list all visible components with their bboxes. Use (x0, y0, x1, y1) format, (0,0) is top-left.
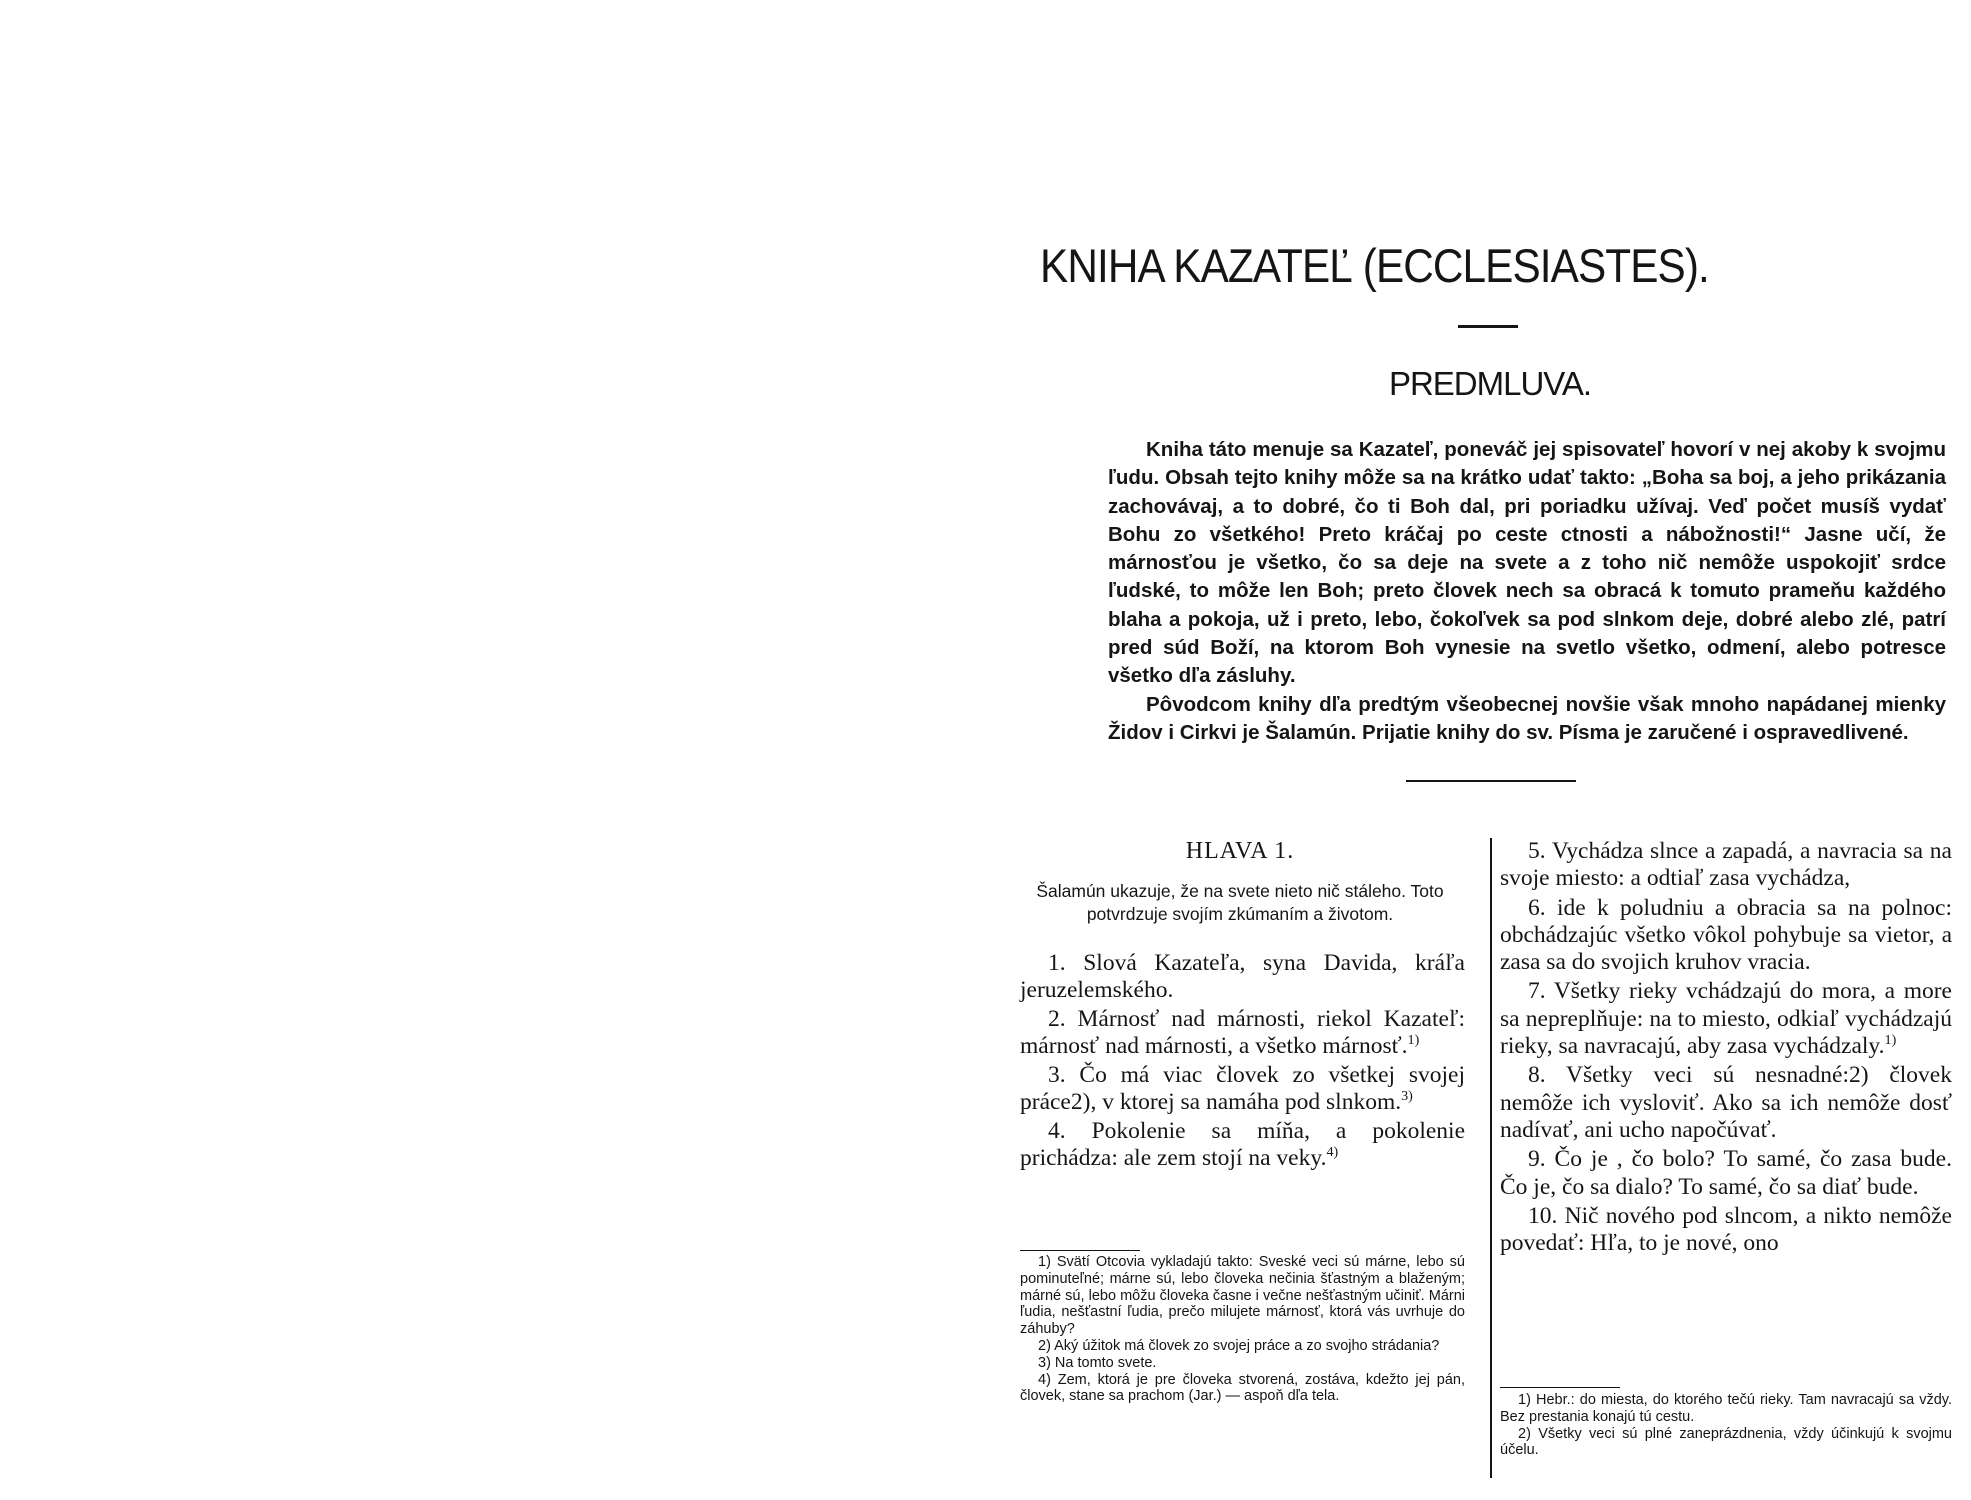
left-footnotes (1020, 1254, 1465, 1405)
right-column-verses (1500, 838, 1952, 1259)
footnote: 4) Zem, ktorá je pre človeka stvorená, zostáva, kdežto jej pán, človek, stane sa prachom (Jar.) — aspoň dľa tela. (1020, 1371, 1465, 1405)
verse (1500, 1203, 1952, 1258)
verse-text: 7. Všetky rieky vchádzajú do mora, a more sa nepreplňuje: na to miesto, odkiaľ vychádzajú rieky, sa navracajú, aby zasa vychádzaly. (1500, 978, 1952, 1060)
preface-paragraph: Kniha táto menuje sa Kazateľ, poneváč jej spisovateľ hovorí v nej akoby k svojmu ľudu. Obsah tejto knihy môže sa na krátko udať takto: „Boha sa boj, a jeho prikázania zachovávaj, a to dobré, čo ti Boh dal, pri poriadku užívaj. Veď počet musíš vydať Bohu zo všetkého! Preto kráčaj po ceste ctnosti a nábožnosti!“ Jasne učí, že márnosťou je všetko, čo sa deje na svete a z toho nič nemôže uspokojiť srdce ľudské, to môže len Boh; preto človek nech sa obracá k tomuto prameňu každého blaha a pokoja, už i preto, lebo, čokoľvek sa pod slnkom deje, dobré alebo zlé, patrí pred súd Boží, na ktorom Boh vynesie na svetlo všetko, odmení, alebo potresce všetko dľa zásluhy. (1108, 438, 1946, 688)
verse (1500, 838, 1952, 893)
verse (1500, 1146, 1952, 1201)
footnote: 2) Aký úžitok má človek zo svojej práce a zo svojho strádania? (1038, 1337, 1440, 1354)
verse-text: 9. Čo je , čo bolo? To samé, čo zasa bude. Čo je, čo sa dialo? To samé, čo sa diať bude. (1500, 1146, 1952, 1200)
verse (1500, 1062, 1952, 1144)
verse-text: 5. Vychádza slnce a zapadá, a navracia sa na svoje miesto: a odtiaľ zasa vychádza, (1500, 838, 1952, 892)
verse-text: 4. Pokolenie sa míňa, a pokolenie prichádza: ale zem stojí na veky. (1020, 1118, 1465, 1171)
footnote: 1) Hebr.: do miesta, do ktorého tečú rieky. Tam navracajú sa vždy. Bez prestania konajú tú cestu. (1500, 1392, 1952, 1425)
footnote: 3) Na tomto svete. (1038, 1354, 1157, 1371)
footnote-marker: 4) (1326, 1144, 1339, 1161)
preface-rule (1406, 780, 1576, 782)
preface-heading: PREDMLUVA. (1388, 365, 1592, 402)
verse-text: 10. Nič nového pod slncom, a nikto nemôže povedať: Hľa, to je nové, ono (1500, 1202, 1952, 1257)
footnote-marker: 1) (1407, 1032, 1420, 1049)
footnote: 2) Všetky veci sú plné zaneprázdnenia, vždy účinkujú k svojmu účelu. (1500, 1425, 1952, 1459)
verse-text: 2. Márnosť nad márnosti, riekol Kazateľ: márnosť nad márnosti, a všetko márnosť. (1020, 1006, 1465, 1059)
verse-text: 8. Všetky veci sú nesnadné:2) človek nemôže ich vysloviť. Ako sa ich nemôže dosť nadívať, ani ucho napočúvať. (1500, 1062, 1952, 1143)
footnote-rule (1020, 1250, 1140, 1251)
chapter-heading: HLAVA 1. (1185, 838, 1295, 864)
verse-text: 1. Slová Kazateľa, syna Davida, kráľa jeruzelemského. (1020, 950, 1465, 1003)
title-rule (1458, 325, 1518, 328)
verse-text: 3. Čo má viac človek zo všetkej svojej práce2), v ktorej sa namáha pod slnkom. (1020, 1062, 1465, 1115)
preface-text (1108, 436, 1946, 747)
footnote-rule (1500, 1387, 1620, 1388)
verse (1020, 1118, 1465, 1172)
book-title: KNIHA KAZATEĽ (ECCLESIASTES). (1040, 239, 1709, 292)
verse (1500, 978, 1952, 1060)
verse (1020, 950, 1465, 1004)
preface-paragraph: Pôvodcom knihy dľa predtým všeobecnej novšie však mnoho napádanej mienky Židov i Cirkvi je Šalamún. Prijatie knihy do sv. Písma je zaručené i ospravedlivené. (1108, 692, 1946, 744)
verse-text: 6. ide k poludniu a obracia sa na polnoc: obchádzajúc všetko vôkol pohybuje sa vietor, a zasa sa do svojich kruhov vracia. (1500, 894, 1952, 976)
footnote: 1) Svätí Otcovia vykladajú takto: Sveské veci sú márne, lebo sú pominuteľné; márne sú, lebo človeka nečinia šťastným a blaženým; márné sú, lebo môžu človeka časne i večne nešťastným učiniť. Márni ľudia, nešťastní ľudia, prečo milujete márnosť, ktorá vás uvrhuje do záhuby? (1020, 1254, 1465, 1338)
footnote-marker: 1) (1884, 1032, 1897, 1049)
footnote-marker: 3) (1401, 1088, 1413, 1105)
verse (1020, 1062, 1465, 1116)
column-divider (1490, 838, 1492, 1478)
right-footnotes (1500, 1392, 1952, 1459)
left-column-verses (1020, 950, 1465, 1174)
verse (1500, 895, 1952, 977)
verse (1020, 1006, 1465, 1060)
chapter-summary: Šalamún ukazuje, že na svete nieto nič stáleho. Toto potvrdzuje svojím zkúmaním a životom. (1036, 881, 1444, 924)
